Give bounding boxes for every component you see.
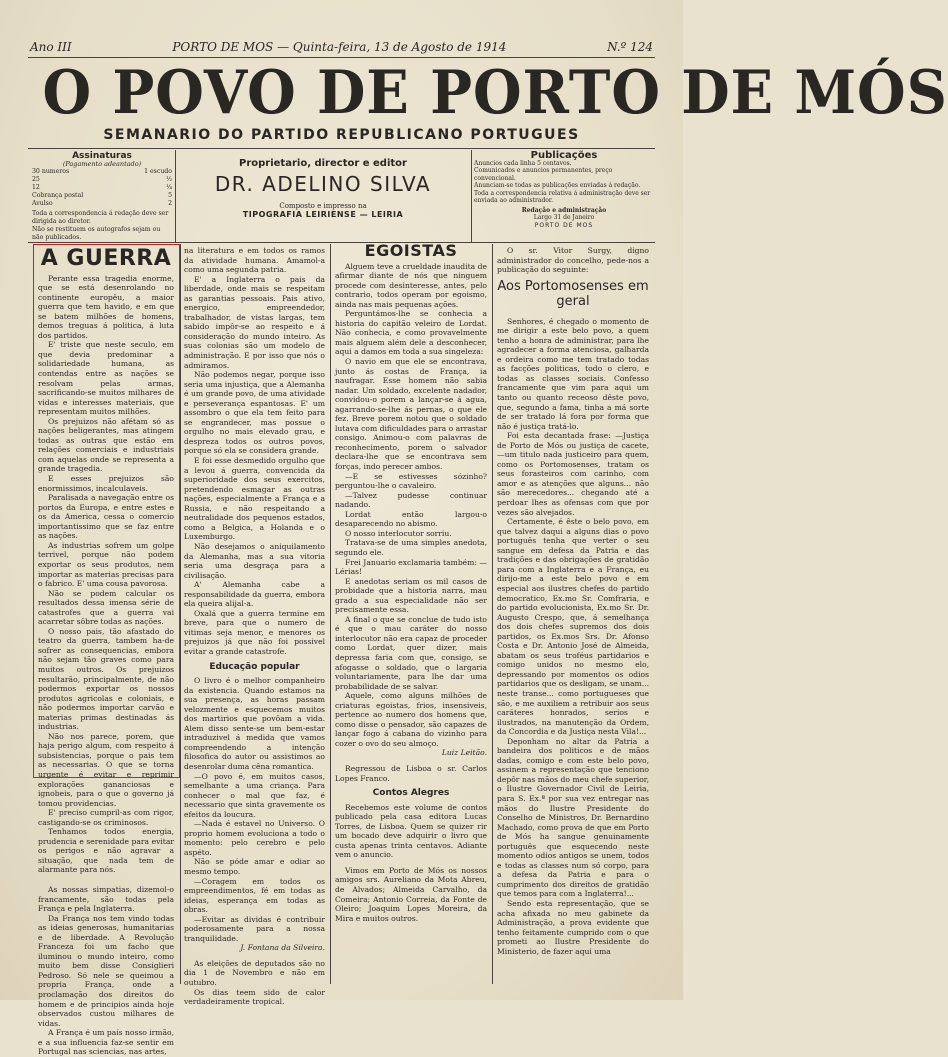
subscriptions-title: Assinaturas: [72, 151, 132, 161]
paragraph: O livro é o melhor companheiro da existencia. Quando estamos na sua presença, as horas passam velozmente e esquecemos muitos dos martirios que povôam a vida. Alem disso sente-se um bem-estar intraduzivel á medida que vamos compreendendo a intenção filosofica do autor ou assistimos ao desenrolar duma cêna romantica.: [184, 676, 325, 771]
paragraph: Deponham no altar da Patria a bandeira dos politicos e de mãos dadas, comigo e com este belo povo, assinem a representação que tenciono depôr nas mãos do meu chefe superior, o Ilustre Governador Civil de Leiria, para S. Ex.ª por sua vez entregar nas mãos do Ilustre Presidente do Conselho de Ministros, Dr. Bernardino Machado, como prova de que em Porto de Mós ha sangue genuinamente português que esquecendo neste momento odios antigos se unem, todos e todas as classes num só corpo, para a defesa da Patria e para o cumprimento dos direitos de gratidão que temos para com a Inglaterra!...: [497, 736, 649, 899]
paragraph: Os dias teem sido de calor verdadeiramente tropical.: [184, 987, 325, 1007]
paragraph: —Nada é estavel no Universo. O proprio homem evoluciona a todo o momento: pelo cerebro e pelo aspéto.: [184, 819, 325, 857]
paragraph: A França é um país nosso irmão, e a sua influencia faz-se sentir em Portugal nas sciencias, nas artes,: [38, 1028, 174, 1057]
subscription-row: Cobrança postal 5: [32, 192, 172, 199]
paragraph: Da França nos tem vindo todas as ideias generosas, humanitarias e de liberdade. A Revolução Franceza foi um facho que iluminou o mundo inteiro, como muito bem disse Consiglieri Pedroso. Só nele se queimou a propria França, onde a proclamação dos direitos do homem e de principios ainda hoje observados custou milhares de vidas.: [38, 913, 174, 1028]
masthead-subtitle: SEMANARIO DO PARTIDO REPUBLICANO PORTUGUES: [103, 127, 580, 143]
heading-educacao-popular: Educação popular: [209, 661, 300, 672]
dateline-bar: [30, 40, 653, 54]
article-heading-aos-portomosenses: Aos Portomosenses em geral: [497, 278, 649, 309]
paragraph: E anedotas seriam os mil casos de probidade que a historia narra, mau grado a sua especialidade não ser precisamente essa.: [335, 576, 487, 615]
paragraph: Perante essa tragedia enorme, que se está desenrolando no continente europêu, a maior guerra que tem havido, e em que se batem milhões de homens, demos treguas á politica, á luta dos partidos.: [38, 273, 174, 340]
issue-number: N.º 124: [607, 40, 653, 54]
paragraph: Tratava-se de uma simples anedota, segundo ele.: [335, 538, 487, 557]
article-heading-egoistas: EGOISTAS: [364, 241, 458, 260]
paragraph: Vimos em Porto de Mós os nossos amigos srs. Aureliano da Mota Abreu, de Alvados; Almeida Carvalho, da Comeira; Antonio Correia, da Fonte de Oleiro; Joaquim Lopes Moreira, da Mira e muitos outros.: [335, 865, 487, 923]
office-address: Largo 31 de Janeiro: [533, 214, 595, 221]
paragraph: Foi esta decantada frase: —Justiça de Porto de Mós ou justiça de cacete, —um titulo nada justiceiro para quem, como os Portomosenses, tratam os seus forasteiros com carinho, com amor e as atenções que alguns... não são merecedores... chegando até a perdoar lhes as ofensas com que por vezes são alvejados.: [497, 431, 649, 517]
subscription-row: 12 ¼: [32, 184, 172, 191]
paragraph: na literatura e em todos os ramos da atividade humana. Amamol-a como uma segunda patria.: [184, 246, 325, 275]
paragraph: As industrias sofrem um golpe terrivel, porque não podem exportar os seus produtos, nem importar as materias precisas para o fabrico. E' uma cousa pavorosa.: [38, 540, 174, 589]
office-label: Redação e administração: [521, 206, 607, 214]
paragraph: E' preciso cumpril-as com rigor, castigando-se os criminosos.: [38, 808, 174, 827]
subscriptions-note: (Pagamento adeantado): [62, 160, 142, 168]
header-divider: [471, 150, 472, 242]
paragraph: —E se estivesses sózinho? perguntou-lhe o cavaleiro.: [335, 471, 487, 491]
column-1: [38, 246, 174, 1057]
paragraph: Não podemos negar, porque isso seria uma injustiça, que a Alemanha é um grande povo, de uma atividade e perseverança espantosas. E' um assombro o que ela tem feito para se engrandecer, mas possue o orgulho no mais elevado grau, e despreza todos os outros povos, porque só ela se considera grande.: [184, 370, 325, 456]
publications-line: Anunciam-se todas as publicações enviadas á redação.: [474, 182, 641, 189]
publications-box: [474, 152, 654, 242]
paragraph: As nossas simpatias, dizemol-o francamente, são todas pela França e pela Inglaterra.: [38, 885, 174, 914]
paragraph: —Evitar as dividas é contribuir poderosamente para a nossa tranquilidade.: [184, 914, 325, 943]
masthead-rule: [28, 148, 655, 149]
paragraph: Lordat então largou-o desaparecendo no abismo.: [335, 509, 487, 529]
heading-contos-alegres: Contos Alegres: [372, 788, 450, 799]
subscriptions-box: [32, 151, 172, 241]
subscriptions-footer-2: Não se restituem os autografos sejam ou não publicados.: [32, 226, 161, 241]
paragraph: Regressou de Lisboa o sr. Carlos Lopes Franco.: [335, 763, 487, 783]
paragraph: O navio em que ele se encontrava, junto ás costas de França, ia naufragar. Esse homem não sabia nadar. Um soldado, excelente nadador, convidou-o porem a lançar-se á agua, agarrando-se-lhe ás pernas, o que ele fez. Breve porem notou que o soldado lutava com dificuldades para o arrastar consigo. Animou-o com palavras de reconhecimento, porem o salvador declara-lhe que se encontrava sem forças, indo perecer ambos.: [335, 357, 487, 472]
subscription-row: 25 ½: [32, 176, 172, 183]
paragraph: Alguem teve a crueldade inaudita de afirmar diante de nós que ninguem procede com desinteresse, antes, pelo contrario, todos operam por egoismo, ainda nas mais pequenas ações.: [335, 261, 487, 309]
paragraph: Recebemos este volume de contos publicado pela casa editora Lucas Torres, de Lisboa. Quem se quizer rir um bocado deve adquirir o livro que custa apenas trinta centavos. Adiante vem o anuncio.: [335, 802, 487, 860]
column-2: [184, 246, 325, 1007]
paragraph: Oxalá que a guerra termine em breve, para que o numero de vitimas seja menor, e menores os prejuizos já que não foi possivel evitar a grande catastrofe.: [184, 608, 325, 656]
masthead-title: O POVO DE PORTO DE MÓS: [42, 58, 948, 128]
header-bottom-rule: [28, 242, 655, 243]
paragraph: —O povo é, em muitos casos, semelhante a uma criança. Para conhecer o mal que faz, é necessario que sinta gravemente os efeitos da loucura.: [184, 771, 325, 819]
office-town: PORTO DE MOS: [534, 221, 594, 229]
paragraph: —Talvez pudesse continuar nadando.: [335, 490, 487, 510]
paragraph: E esses prejuizos são enormissimos, incalculaveis.: [38, 474, 174, 493]
column-3: [335, 241, 487, 990]
paragraph: Paralisada a navegação entre os portos da Europa, e entre estes e os da America, cessa o comercio importantissimo que se faz entre as nações.: [38, 493, 174, 541]
column-4: [497, 246, 649, 990]
paragraph: O nosso pais, tão afastado do teatro da guerra, tambem ha-de sofrer as consequencias, embora não sejam tão graves como para muitos outros. Os prejuizos resultarão, principalmente, de não podermos exportar os nossos produtos agricolas e coloniais, e não podermos importar carvão e materias primas destinadas ás industrias.: [38, 626, 174, 732]
column-divider: [330, 244, 331, 984]
dateline: PORTO DE MOS — Quinta-feira, 13 de Agosto de 1914: [172, 40, 507, 54]
subscription-row: Avulso 2: [32, 200, 172, 207]
paragraph: Aquele, como alguns milhões de criaturas egoistas, frios, insensiveis, pertence ao numero dos homens que, como disse o pensador, são capazes de lançar fogo á cabana do vizinho para cozer o ovo do seu almoço.: [335, 691, 487, 748]
paragraph: Perguntámos-lhe se conhecia a historia do capitão veleiro de Lordat. Não conhecia, e como provavelmente mais alguem além dele a desconhecer, aqui a damos em toda a sua singeleza:: [335, 309, 487, 357]
subscriptions-footer: Toda a correspondencia á redação deve ser dirigida ao diretor.: [32, 210, 169, 225]
press-name: TIPOGRAFIA LEIRIENSE — LEIRIA: [242, 210, 404, 219]
paragraph: Sendo esta representação, que se acha afixada no meu gabinete da Administração, a prova evidente que tenho feitamente cumprido com o que prometi ao Ilustre Presidente do Ministerio, de fazer aqui uma: [497, 899, 649, 956]
paragraph: As eleições de deputados são no dia 1 de Novembro e não em outubro.: [184, 958, 325, 988]
paragraph: O nosso interlocutor sorriu.: [345, 528, 452, 538]
paragraph: Senhores, é chegado o momento de me dirigir a este belo povo, a quem tenho a honra de administrar, para lhe agradecer a forma atenciosa, galharda e ordeira como me tem tratado todas as facções politicas, todo o clero, e todas as classes sociais. Confesso francamente que vim para aqui um tanto ou quanto receoso dêste povo, que, segundo a fama, tinha a má sorte de ser tratado lá fora por forma que não é justiça tratá-lo.: [497, 316, 649, 431]
paragraph: Frei Januario exclamaria também: —Lérias!: [335, 557, 487, 577]
proprietor-name: DR. ADELINO SILVA: [214, 172, 432, 196]
paragraph: E' a Inglaterra o pais da liberdade, onde mais se respeitam as garantias pessoais. Pais ativo, energico, empreendedor, trabalhador, de vistas largas, tem sabido impôr-se ao respeito e á consideração do mundo inteiro. As suas colonias são um modelo de administração. E por isso que nós o admiramos.: [184, 274, 325, 370]
paragraph: E foi esse desmedido orgulho que a levou á guerra, convencida da superioridade dos seus exercitos, pretendendo esmagar as outras nações, especialmente a França e a Russia, e não respeitando a neutralidade dos pequenos estados, como a Belgica, a Holanda e o Luxemburgo.: [184, 456, 325, 542]
paragraph: —Coragem em todos os empreendimentos, fé em todas as ideias, esperança em todas as obras.: [184, 876, 325, 915]
paragraph: A' Alemanha cabe a responsabilidade da guerra, embora ela queira alijal-a.: [184, 580, 325, 609]
proprietor-box: [178, 152, 468, 242]
volume-label: Ano III: [30, 40, 72, 54]
paragraph: Não desejamos o aniquilamento da Alemanha, mas a sua vitoria seria uma desgraça para a civilisação.: [184, 541, 325, 580]
printed-by-label: Composto e impresso na: [279, 202, 367, 210]
column-divider: [180, 244, 181, 984]
header-divider: [175, 150, 176, 242]
paragraph: O sr. Vitor Surgy, digno administrador do concelho, pede-nos a publicação do seguinte:: [497, 246, 649, 275]
paragraph: A final o que se conclue de tudo isto é que o mau caráter do nosso interlocutor não era capaz de proceder como Lordat, quer dizer, mais depressa faria com que, consigo, se afogasse o soldado, que o largaria voluntariamente, para lhe dar uma probabilidade de se salvar.: [335, 614, 487, 691]
paragraph: Não se póde amar e odiar ao mesmo tempo.: [184, 857, 325, 876]
paragraph: Não nos parece, porem, que haja perigo algum, com respeito á subsistencias, porque o pais tem as necessarias. O que se torna urgente é evitar e reprimir explorações gananciosas e ignobeis, para o que o governo já tomou providencias.: [38, 731, 174, 808]
publications-line: Anuncios cada linha 5 centavos.: [474, 159, 572, 167]
publications-line: Comunicados e anuncios permanentes, preço convencional.: [474, 167, 613, 182]
publications-line: Toda a correspondencia relativa á administração deve ser enviada ao administrador.: [474, 189, 651, 204]
publications-title: Publicações: [530, 150, 598, 161]
proprietor-role: Proprietario, director e editor: [239, 158, 407, 169]
paragraph: Tenhamos todos energia, prudencia e serenidade para evitar os perigos e não agravar a situação, que nada tem de alarmante para nós.: [38, 827, 174, 875]
paragraph: Não se podem calcular os resultados dessa imensa série de catastrofes que a guerra vai acarretar sôbre todas as nações.: [38, 588, 174, 627]
author-signature: J. Fontana da Silveira.: [240, 943, 325, 953]
column-divider: [492, 244, 493, 984]
article-heading-a-guerra: A GUERRA: [40, 246, 172, 271]
paragraph: Certamente, é êste o belo povo, em que talvez daqui a alguns dias o povo português tenha que verter o seu sangue em defesa da Patria e das tradições e das obrigações de gratidão para com a Inglaterra e a França, eu dirijo-me a este belo povo e em especial aos ilustres chefes do partido democratico, Ex.mo Sr. Comfraria, e do partido evolucionista, Ex.mo Sr. Dr. Augusto Crespo, que, á semelhança dos dois chefes supremos dos dois partidos, os Ex.mos Srs. Dr. Afonso Costa e Dr. Antonio José de Almeida, abatam os seus troféus partidarios e comigo unidos no mesmo elo, depressando por momentos os odios partidarios que os desligam, se unam... neste transe... como portugueses que são, e me auxiliem a retribuir aos seus caráteres honrados, serios e ilustrados, na manutenção da Ordem, da Concordia e da Justiça nesta Vila!...: [497, 517, 649, 737]
paragraph: Os prejuizos não afétam só as nações beligerantes, mas atingem todas as outras que estão em relações comerciais e industriais com aquelas onde se representa a grande tragedia.: [38, 416, 174, 474]
paragraph: E' triste que neste seculo, em que devia predominar a solidariedade humana, as contendas entre as nações se resolvam pelas armas, sacrificando-se muitos milhares de vidas e interesses materiais, que representam muitos milhões.: [38, 340, 174, 417]
subscription-row: 30 numeros 1 escudo: [32, 168, 172, 175]
author-signature: Luiz Leitão.: [441, 748, 487, 758]
